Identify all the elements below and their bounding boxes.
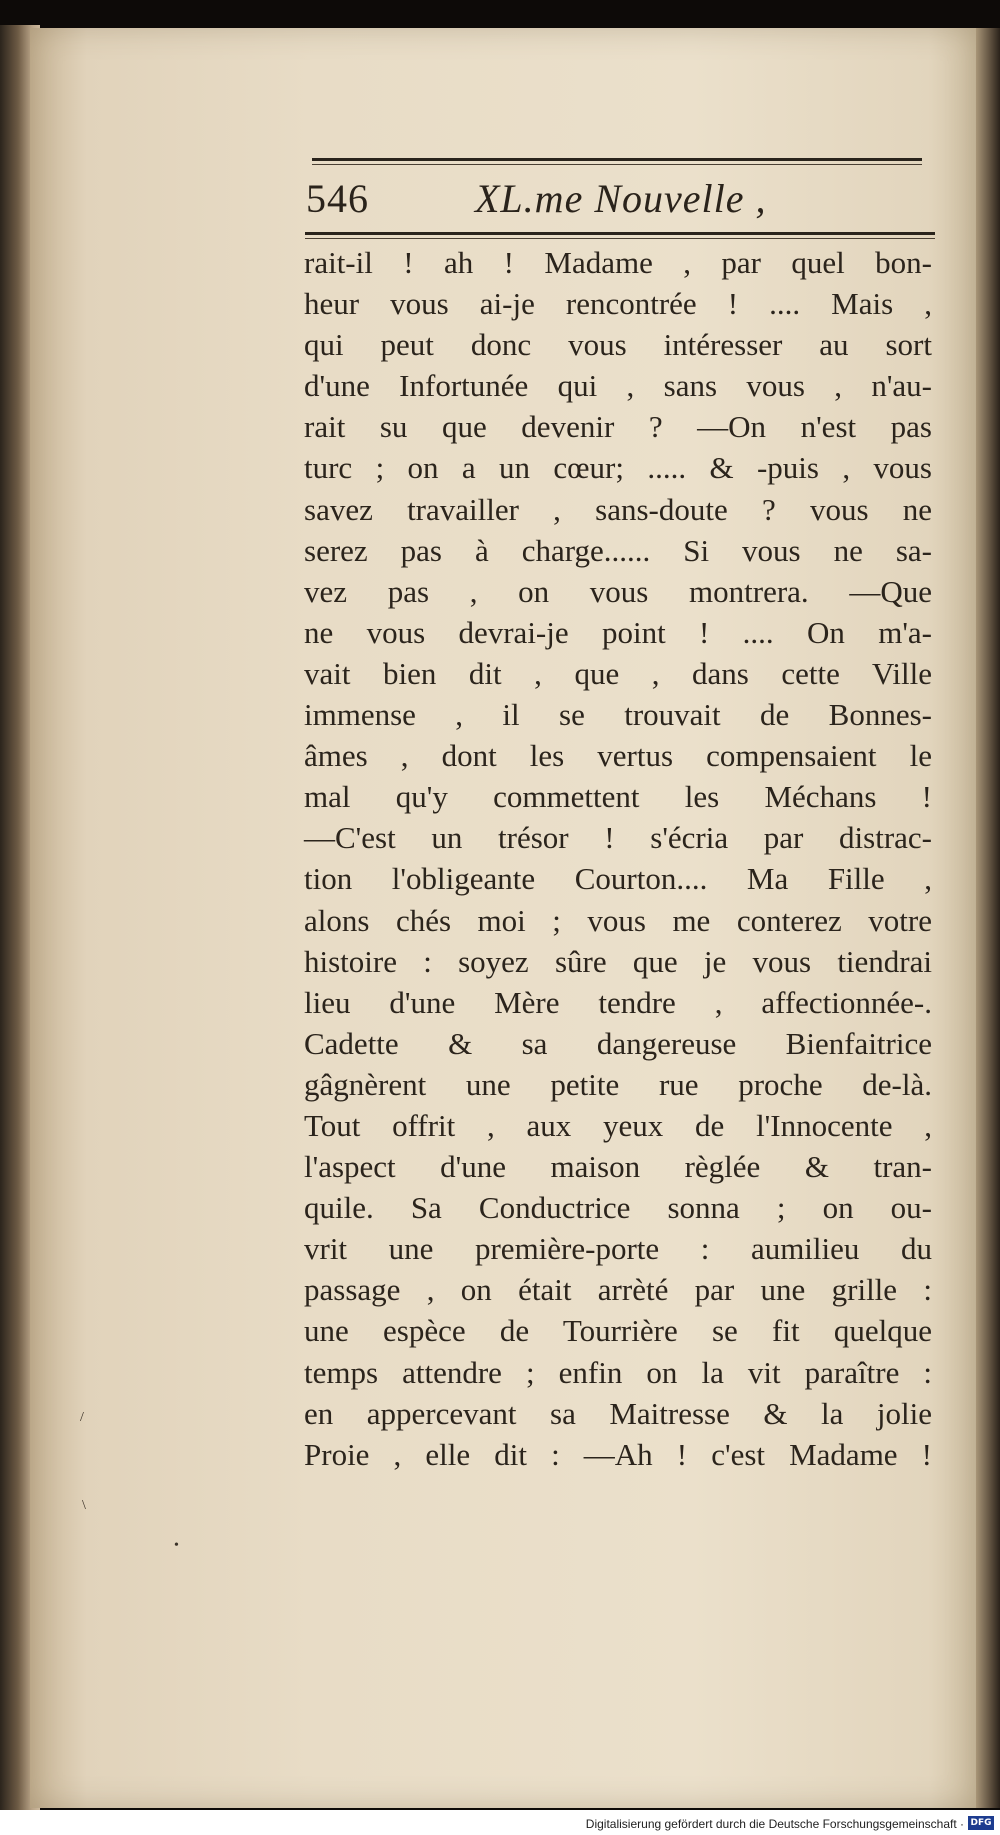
text-line: lieu d'une Mère tendre , affectionnée-. [304,984,932,1020]
text-line: histoire : soyez sûre que je vous tiendrai [304,943,932,979]
text-line: immense , il se trouvait de Bonnes- [304,697,932,733]
text-line: qui peut donc vous intéresser au sort [304,327,932,363]
text-line: d'une Infortunée qui , sans vous , n'au- [304,368,932,404]
text-line: rait-il ! ah ! Madame , par quel bon- [304,245,932,280]
digitization-credit: Digitalisierung gefördert durch die Deutsche Forschungsgemeinschaft · [585,1817,964,1831]
header-rule-top [312,158,922,161]
text-line: passage , on était arrèté par une grille : [304,1272,932,1308]
text-line: —C'est un trésor ! s'écria par distrac- [304,820,932,856]
text-line: Tout offrit , aux yeux de l'Innocente , [304,1107,932,1143]
text-line: turc ; on a un cœur; ..... & -puis , vous [304,450,932,486]
text-line: gâgnèrent une petite rue proche de-là. [304,1066,932,1102]
text-line: vait bien dit , que , dans cette Ville [304,655,932,691]
text-line: Cadette & sa dangereuse Bienfaitrice [304,1025,932,1061]
text-line: temps attendre ; enfin on la vit paraître : [304,1354,932,1390]
text-line: rait su que devenir ? —On n'est pas [304,409,932,445]
paper-speck: / [80,1410,84,1425]
header-rule-top-thin [312,164,922,165]
page-number: 546 [306,176,369,221]
text-line: mal qu'y commettent les Méchans ! [304,779,932,815]
text-line: vrit une première-porte : aumilieu du [304,1231,932,1267]
text-line: une espèce de Tourrière se fit quelque [304,1313,932,1349]
header-rule-bottom-thin [305,238,935,239]
text-line: vez pas , on vous montrera. —Que [304,573,932,609]
dfg-logo: DFG [968,1816,994,1830]
text-line: alons chés moi ; vous me conterez votre [304,902,932,938]
running-head [300,170,940,232]
text-line: âmes , dont les vertus compensaient le [304,738,932,774]
paper-speck: • [174,1538,179,1553]
text-line: quile. Sa Conductrice sonna ; on ou- [304,1190,932,1226]
text-line: ne vous devrai-je point ! .... On m'a- [304,614,932,650]
text-line: tion l'obligeante Courton.... Ma Fille , [304,861,932,897]
text-line: savez travailler , sans-doute ? vous ne [304,491,932,527]
running-head-title: XL.me Nouvelle , [475,176,767,221]
text-line: serez pas à charge...... Si vous ne sa- [304,532,932,568]
text-line: l'aspect d'une maison règlée & tran- [304,1149,932,1185]
body-text [304,242,932,1475]
header-rule-bottom [305,232,935,235]
text-line: heur vous ai-je rencontrée ! .... Mais , [304,286,932,322]
text-line: en appercevant sa Maitresse & la jolie [304,1395,932,1431]
paper-speck: \ [82,1498,86,1513]
page-edge-shadow [976,28,1000,1808]
text-line: Proie , elle dit : —Ah ! c'est Madame ! [304,1436,932,1472]
